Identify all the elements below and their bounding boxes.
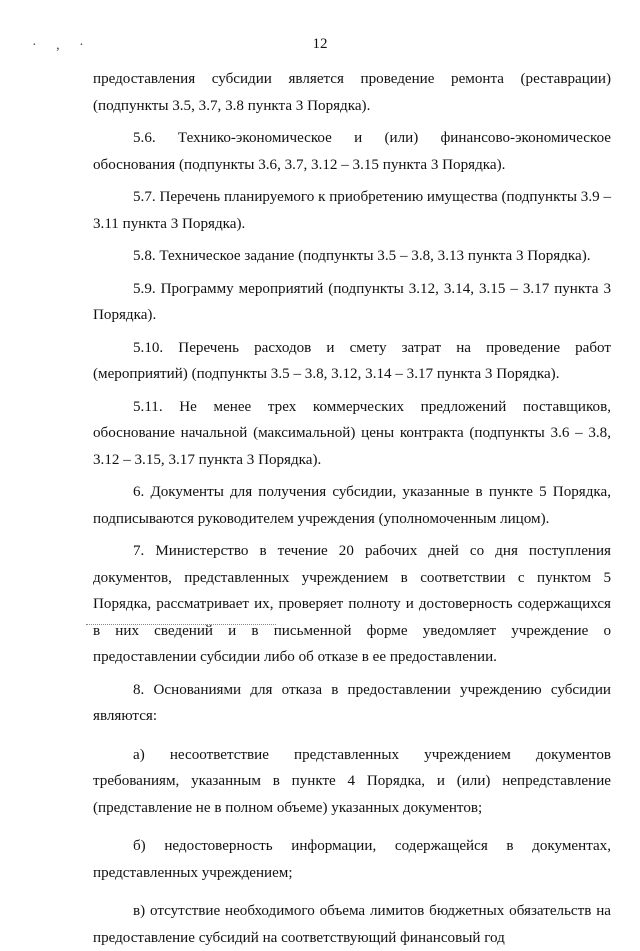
paragraph-8: 8. Основаниями для отказа в предоставлении учреждению субсидии являются:	[93, 681, 611, 724]
paragraph-5-6: 5.6. Технико-экономическое и (или) финансово-экономическое обоснования (подпункты 3.6, 3.7, 3.12 – 3.15 пункта 3 Порядка).	[93, 130, 611, 173]
document-body	[93, 66, 611, 951]
paragraph-5-7: 5.7. Перечень планируемого к приобретению имущества (подпункты 3.9 – 3.11 пункта 3 Порядка).	[93, 189, 611, 232]
paragraph-5-11: 5.11. Не менее трех коммерческих предложений поставщиков, обоснование начальной (максимальной) цены контракта (подпункты 3.6 – 3.8, 3.12 – 3.15, 3.17 пункта 3 Порядка).	[93, 398, 611, 468]
paragraph-7: 7. Министерство в течение 20 рабочих дней со дня поступления документов, представленных учреждением в соответствии с пунктом 5 Порядка, рассматривает их, проверяет полноту и достоверность содержащихся в них сведений и в письменной форме уведомляет учреждение о предоставлении субсидии либо об отказе в ее предоставлении.	[93, 543, 611, 665]
paragraph-8-v: в) отсутствие необходимого объема лимитов бюджетных обязательств на предоставление субсидий на соответствующий финансовый год	[93, 903, 611, 946]
paragraph-8-b: б) недостоверность информации, содержащейся в документах, представленных учреждением;	[93, 838, 611, 881]
paragraph-5-8: 5.8. Техническое задание (подпункты 3.5 – 3.8, 3.13 пункта 3 Порядка).	[133, 248, 591, 264]
paragraph-5-9: 5.9. Программу мероприятий (подпункты 3.12, 3.14, 3.15 – 3.17 пункта 3 Порядка).	[93, 280, 611, 323]
scan-specks: · , ·	[32, 38, 92, 53]
paragraph-continuation: предоставления субсидии является проведение ремонта (реставрации) (подпункты 3.5, 3.7, 3.8 пункта 3 Порядка).	[93, 71, 611, 114]
paragraph-6: 6. Документы для получения субсидии, указанные в пункте 5 Порядка, подписываются руководителем учреждения (уполномоченным лицом).	[93, 484, 611, 527]
paragraph-5-10: 5.10. Перечень расходов и смету затрат на проведение работ (мероприятий) (подпункты 3.5 – 3.8, 3.12, 3.14 – 3.17 пункта 3 Порядка).	[93, 339, 611, 382]
paragraph-8-a: а) несоответствие представленных учреждением документов требованиям, указанным в пункте 4 Порядка, и (или) непредставление (представление не в полном объеме) указанных документов;	[93, 746, 611, 816]
scan-artifact-line	[86, 624, 276, 626]
page-number: 12	[312, 36, 328, 52]
